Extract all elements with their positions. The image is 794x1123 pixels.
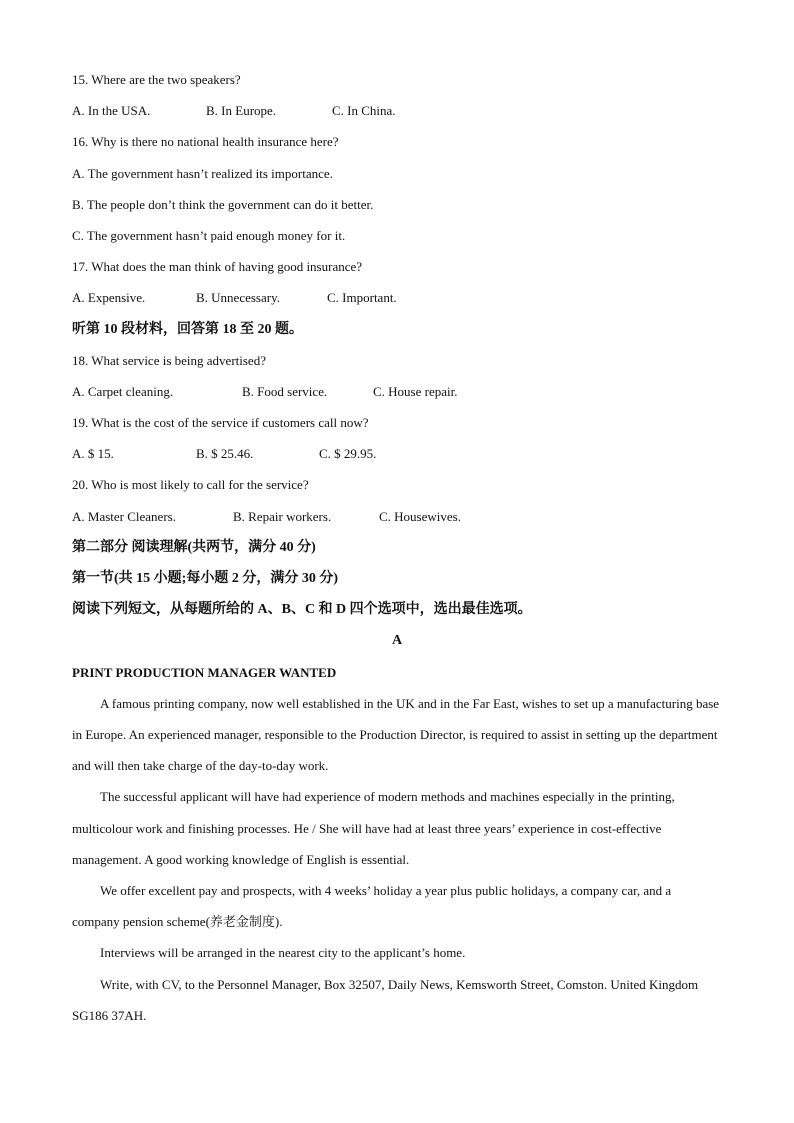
option-a: A. In the USA. [72,103,151,119]
option-a: A. Expensive. [72,290,146,306]
option-b: B. Unnecessary. [196,290,280,306]
option-a: A. $ 15. [72,446,114,462]
paragraph: A famous printing company, now well established in the UK and in the Far East, wishes to set up a manufacturing base in Europe. An experienced manager, responsible to the Production Director, is required to assist in setting up the department and will then take charge of the day-to-day work. [72,695,720,774]
section-heading: 听第 10 段材料，回答第 18 至 20 题。 [72,321,303,337]
option-c: C. In China. [332,103,396,119]
option-c: C. House repair. [373,383,458,399]
options-18 [72,376,722,407]
option-a: A. The government hasn’t realized its importance. [72,165,333,181]
paragraph: We offer excellent pay and prospects, with 4 weeks’ holiday a year plus public holidays, a company car, and a company pension scheme(养老金制度). [72,882,672,930]
option-c: C. $ 29.95. [319,446,377,462]
option-b: B. The people don’t think the government can do it better. [72,196,374,212]
question-17: 17. What does the man think of having good insurance? [72,259,363,275]
option-b: B. Food service. [242,383,328,399]
part-title: 第二部分 阅读理解(共两节，满分 40 分) [72,539,316,555]
option-c: C. Housewives. [379,508,461,524]
option-b: B. In Europe. [206,103,277,119]
question-19: 19. What is the cost of the service if customers call now? [72,415,369,431]
paragraph: The successful applicant will have had experience of modern methods and machines especially in the printing, multicolour work and finishing processes. He / She will have had at least three years’ experience in cost-effective management. A good working knowledge of English is essential. [72,789,675,867]
options-15 [72,95,722,126]
question-15: 15. Where are the two speakers? [72,72,241,87]
option-b: B. Repair workers. [233,508,332,524]
options-19 [72,438,722,469]
option-c: C. The government hasn’t paid enough money for it. [72,227,346,243]
paragraph: Write, with CV, to the Personnel Manager, Box 32507, Daily News, Kemsworth Street, Comston. United Kingdom SG186 37AH. [72,976,699,1023]
option-b: B. $ 25.46. [196,446,254,462]
instruction: 阅读下列短文，从每题所给的 A、B、C 和 D 四个选项中，选出最佳选项。 [72,602,532,618]
option-a: A. Master Cleaners. [72,508,176,524]
posting-title: PRINT PRODUCTION MANAGER WANTED [72,664,337,680]
option-c: C. Important. [327,290,397,306]
question-16: 16. Why is there no national health insurance here? [72,134,339,150]
document-page [72,64,722,1031]
section-title: 第一节(共 15 小题;每小题 2 分，满分 30 分) [72,571,338,586]
paragraph: Interviews will be arranged in the nearest city to the applicant’s home. [100,945,466,961]
question-20: 20. Who is most likely to call for the service? [72,477,309,493]
options-17 [72,282,722,313]
option-a: A. Carpet cleaning. [72,383,174,399]
question-18: 18. What service is being advertised? [72,352,266,368]
passage-label: A [391,633,403,649]
options-20 [72,501,722,532]
